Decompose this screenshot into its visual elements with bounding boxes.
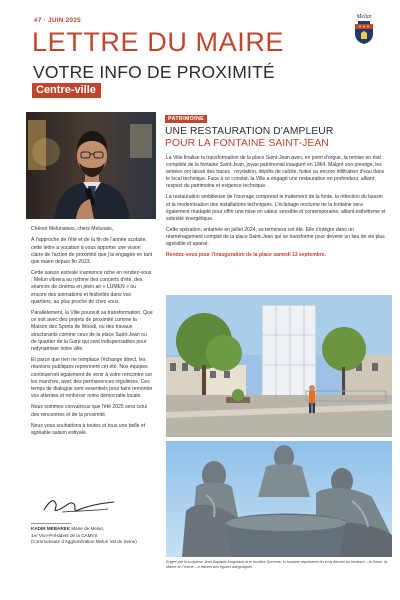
editorial-paragraph: Chères Melunaises, chers Melunais, bbox=[31, 226, 114, 232]
signatory-role: Maire de Melun, bbox=[71, 526, 105, 531]
section-badge: PATRIMOINE bbox=[165, 115, 207, 123]
editorial-text bbox=[31, 226, 153, 441]
city-logo bbox=[351, 14, 377, 50]
editorial-paragraph: Et parce que rien ne remplace l'échange direct, les réunions publiques reprennent cet été. Nos équipes continueront également de venir à votre rencontre sur les marchés, avec des permanences régulières. Ces temps de dialogue sont essentiels pour faire remonter vos attentes et renforcer notre démocratie locale. bbox=[31, 357, 153, 400]
coat-of-arms-icon bbox=[353, 21, 375, 45]
signature-divider bbox=[31, 523, 71, 524]
editorial-paragraph: Nous vous souhaitons à toutes et tous une belle et agréable saison estivale. bbox=[31, 422, 146, 437]
saint-jean-square-photo bbox=[166, 295, 392, 437]
article-paragraph: La restauration ambitieuse de l'ouvrage comprend le traitement de la fonte, la réfection du bassin et la modernisation des installations techniques. L'éclairage nocturne de la fontaine sera également réadapté pour offrir une mise en valeur sensible et contemporaine, alliant esthétisme et sobriété énergétique. bbox=[166, 194, 386, 222]
mayor-signature bbox=[40, 496, 120, 516]
issue-number: #7 · JUIN 2025 bbox=[34, 17, 81, 24]
article-paragraph: La Ville finalise la transformation de la place Saint-Jean avec, en point d'orgue, la remise en état complète de la fontaine Saint-Jean, joyau patrimonial inauguré en 1864. Malgré son prestige, les années ont laissé des traces : oxydation, dépôts de calcite, fuites ou encore infiltration d'eau dans le local technique. Face à ce constat, la Ville a engagé une restauration en profondeur, alliant respect du patrimoine et exigence technique. bbox=[166, 155, 385, 190]
article-body bbox=[166, 155, 386, 263]
logo-wordmark: Melun bbox=[356, 14, 372, 20]
signatory-name: KADIR MEBAREK bbox=[31, 526, 71, 531]
article-headline: UNE RESTAURATION D'AMPLEUR bbox=[165, 126, 334, 137]
signature-block bbox=[31, 526, 156, 546]
editorial-paragraph: Parallèlement, la Ville poursuit sa transformation. Que ce soit avec des projets de proximité comme la Maison des Sports de Woodi, ou des travaux structurants comme ceux de la place Saint-Jean ou de quartier de la Gare qui sont indispensables pour redynamiser notre ville. bbox=[31, 310, 153, 352]
mayor-photo bbox=[26, 112, 156, 219]
page-subtitle: VOTRE INFO DE PROXIMITÉ bbox=[33, 62, 275, 82]
photo-caption: Érigée par le sculpteur Jean-Baptiste Klagmann et le fondeur Durenne, la fontaine représente les trois fleuves du territoire – la Seine, la Marne et l'Yonne – à travers des figures allégoriques. bbox=[166, 560, 387, 569]
editorial-paragraph: Cette saison estivale s'annonce riche en rendez-vous : Melun vibrera au rythme des concerts d'été, des séances de cinéma en plein air « LUMEN » ou encore des animations et festivités dans vos quartiers, au plus proche de chez vous. bbox=[31, 270, 152, 305]
article-paragraph: Cette opération, entamée en juillet 2024, se terminera cet été. Elle s'intègre dans un réaménagement complet de la place Saint-Jean qui se transforme pour devenir un lieu de vie plus agréable et apaisé. bbox=[166, 226, 385, 248]
editorial-paragraph: Nous sommes convaincus que l'été 2025 sera celui des rencontres et de la proximité. bbox=[31, 404, 147, 418]
signatory-role-2: 1er Vice-Président de la CAMVS bbox=[31, 532, 98, 538]
fountain-statue-photo bbox=[166, 441, 392, 557]
inauguration-callout: Rendez-vous pour l'inauguration de la place samedi 13 septembre. bbox=[166, 252, 326, 259]
signatory-role-3: (Communauté d'Agglomération Melun Val de Seine) bbox=[31, 539, 137, 545]
editorial-paragraph: À l'approche de l'été et de la fin de l'année scolaire, cette lettre a vocation à vous apporter une vision claire de l'action de proximité que j'ai engagée en tant que maire depuis fin 2023. bbox=[31, 237, 153, 265]
district-ribbon: Centre-ville bbox=[32, 83, 101, 98]
page-title: LETTRE DU MAIRE bbox=[32, 27, 285, 57]
article-subheadline: POUR LA FONTAINE SAINT-JEAN bbox=[165, 138, 329, 149]
